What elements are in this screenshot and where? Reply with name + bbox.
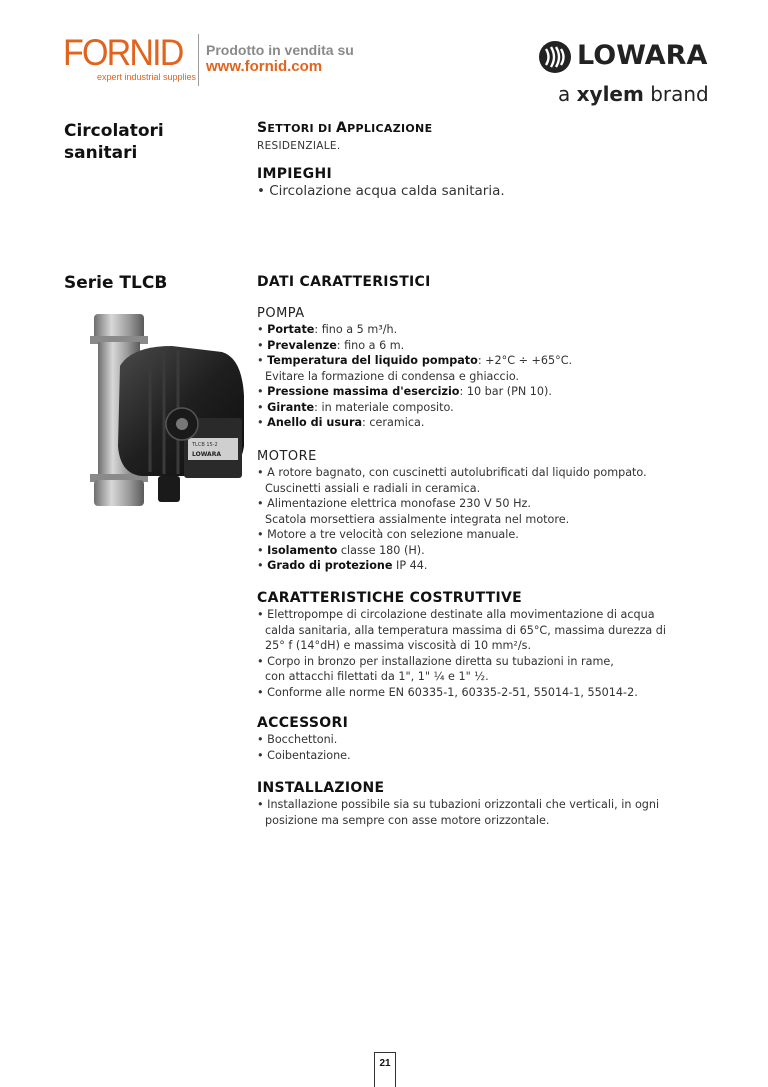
header-divider <box>198 34 199 86</box>
accessori-line2: Coibentazione. <box>267 748 351 762</box>
costruttive-line2a: Corpo in bronzo per installazione diretta su tubazioni in rame, <box>267 654 614 668</box>
list-item: • Alimentazione elettrica monofase 230 V 50 Hz. <box>257 497 531 510</box>
pump-brand-label: LOWARA <box>192 451 221 458</box>
category-title-line1: Circolatori <box>64 121 164 141</box>
pompa-girante-value: : in materiale composito. <box>314 400 454 414</box>
section-pompa <box>257 306 677 431</box>
list-item: • Temperatura del liquido pompato: +2°C ÷ +65°C. <box>257 354 573 367</box>
motore-isolamento-value: classe 180 (H). <box>337 543 425 557</box>
sold-online-label: Prodotto in vendita su <box>206 42 354 58</box>
pump-model-label: TLCB 15-2 <box>192 442 218 448</box>
list-item: • A rotore bagnato, con cuscinetti autolubrificati dal liquido pompato. <box>257 466 647 479</box>
motore-isolamento-label: Isolamento <box>267 543 338 557</box>
sold-online-block <box>206 42 354 76</box>
pompa-anello-label: Anello di usura <box>267 416 363 429</box>
pompa-pressione-value: : 10 bar (PN 10). <box>459 385 552 398</box>
pompa-girante-label: Girante <box>267 400 315 414</box>
fornid-tagline: expert industrial supplies <box>97 72 197 82</box>
impieghi-line: • Circolazione acqua calda sanitaria. <box>257 183 505 199</box>
list-item: • Portate: fino a 5 m³/h. <box>257 323 398 336</box>
fornid-logo-text: FORNID <box>63 32 183 73</box>
motore-line1: A rotore bagnato, con cuscinetti autolubrificati dal liquido pompato. <box>267 466 647 479</box>
installazione-title: INSTALLAZIONE <box>257 780 385 796</box>
motore-title: MOTORE <box>257 449 317 464</box>
lowara-logo-text: LOWARA <box>577 40 708 71</box>
pompa-temperatura-value: : +2°C ÷ +65°C. <box>477 354 573 367</box>
list-item: • Conforme alle norme EN 60335-1, 60335-2-51, 55014-1, 55014-2. <box>257 685 638 699</box>
motore-line3: Motore a tre velocità con selezione manuale. <box>267 528 519 541</box>
costruttive-line1c: 25° f (14°dH) e massima viscosità di 10 mm²/s. <box>265 639 532 652</box>
list-item: • Installazione possibile sia su tubazioni orizzontali che verticali, in ogni <box>257 798 660 811</box>
section-installazione <box>257 780 677 828</box>
settori-title-cap2: A <box>335 120 348 136</box>
list-item: • Bocchettoni. <box>257 733 338 746</box>
xylem-prefix: a <box>558 82 571 106</box>
section-costruttive <box>257 590 677 700</box>
motore-protezione-label: Grado di protezione <box>267 559 393 572</box>
fornid-logo <box>63 34 198 86</box>
section-dati <box>257 274 677 290</box>
list-item: • Girante: in materiale composito. <box>257 400 454 414</box>
accessori-line1: Bocchettoni. <box>267 733 338 746</box>
pompa-title: POMPA <box>257 306 305 321</box>
costruttive-title: CARATTERISTICHE COSTRUTTIVE <box>257 590 522 606</box>
pompa-portate-label: Portate <box>267 323 315 336</box>
costruttive-line1b: calda sanitaria, alla temperatura massima di 65°C, massima durezza di <box>265 623 666 637</box>
costruttive-line1a: Elettropompe di circolazione destinate alla movimentazione di acqua <box>267 608 655 621</box>
page-number: 21 <box>379 1058 391 1069</box>
list-item: • Anello di usura: ceramica. <box>257 416 425 429</box>
pompa-prevalenze-label: Prevalenze <box>267 338 337 352</box>
list-item: • Motore a tre velocità con selezione manuale. <box>257 528 519 541</box>
pompa-prevalenze-value: : fino a 6 m. <box>336 338 405 352</box>
settori-title-cap1: S <box>257 120 268 136</box>
settori-title-rest2: PPLICAZIONE <box>347 122 433 135</box>
list-item: • Grado di protezione IP 44. <box>257 559 428 572</box>
pump-image <box>72 306 252 516</box>
list-item: • Pressione massima d'esercizio: 10 bar (PN 10). <box>257 385 552 398</box>
list-item: • Prevalenze: fino a 6 m. <box>257 338 405 352</box>
pompa-temperatura-label: Temperatura del liquido pompato <box>267 354 478 367</box>
section-motore <box>257 449 677 574</box>
category-title <box>64 120 234 164</box>
xylem-name: xylem <box>576 82 644 106</box>
settori-line: RESIDENZIALE. <box>257 140 341 152</box>
pompa-portate-value: : fino a 5 m³/h. <box>314 323 398 336</box>
section-settori <box>257 120 677 155</box>
costruttive-line3: Conforme alle norme EN 60335-1, 60335-2-51, 55014-1, 55014-2. <box>267 685 638 699</box>
list-item: • Corpo in bronzo per installazione diretta su tubazioni in rame, <box>257 654 614 668</box>
page-number-box <box>374 1052 396 1087</box>
section-impieghi <box>257 166 677 200</box>
section-accessori <box>257 715 677 763</box>
xylem-suffix: brand <box>650 82 709 106</box>
list-item: • Elettropompe di circolazione destinate alla movimentazione di acqua <box>257 608 655 621</box>
pompa-pressione-label: Pressione massima d'esercizio <box>267 385 460 398</box>
costruttive-line2b: con attacchi filettati da 1", 1" ¼ e 1" ½. <box>265 670 489 683</box>
pompa-temperatura-note: Evitare la formazione di condensa e ghiaccio. <box>265 369 520 383</box>
list-item: • Coibentazione. <box>257 748 351 762</box>
lowara-emblem-icon <box>537 39 573 75</box>
xylem-brand-line <box>558 82 709 106</box>
series-title: Serie TLCB <box>64 273 168 293</box>
lowara-logo <box>537 38 707 78</box>
settori-title-rest1: ETTORI <box>267 122 314 135</box>
pompa-anello-value: : ceramica. <box>362 416 425 429</box>
list-item: • Isolamento classe 180 (H). <box>257 543 425 557</box>
impieghi-title: IMPIEGHI <box>257 166 332 182</box>
installazione-line1a: Installazione possibile sia su tubazioni orizzontali che verticali, in ogni <box>267 798 660 811</box>
installazione-line1b: posizione ma sempre con asse motore orizzontale. <box>265 813 550 827</box>
circulator-pump-illustration <box>72 306 252 516</box>
motore-protezione-value: IP 44. <box>392 559 428 572</box>
motore-line2-cont: Scatola morsettiera assialmente integrata nel motore. <box>265 512 570 526</box>
dati-title: DATI CARATTERISTICI <box>257 274 431 290</box>
motore-line2: Alimentazione elettrica monofase 230 V 50 Hz. <box>267 497 531 510</box>
settori-title <box>257 120 677 136</box>
accessori-title: ACCESSORI <box>257 715 349 731</box>
fornid-website-link[interactable]: www.fornid.com <box>206 58 323 75</box>
settori-title-mid: DI <box>313 122 336 135</box>
motore-line1-cont: Cuscinetti assiali e radiali in ceramica. <box>265 481 481 495</box>
category-title-line2: sanitari <box>64 143 138 163</box>
